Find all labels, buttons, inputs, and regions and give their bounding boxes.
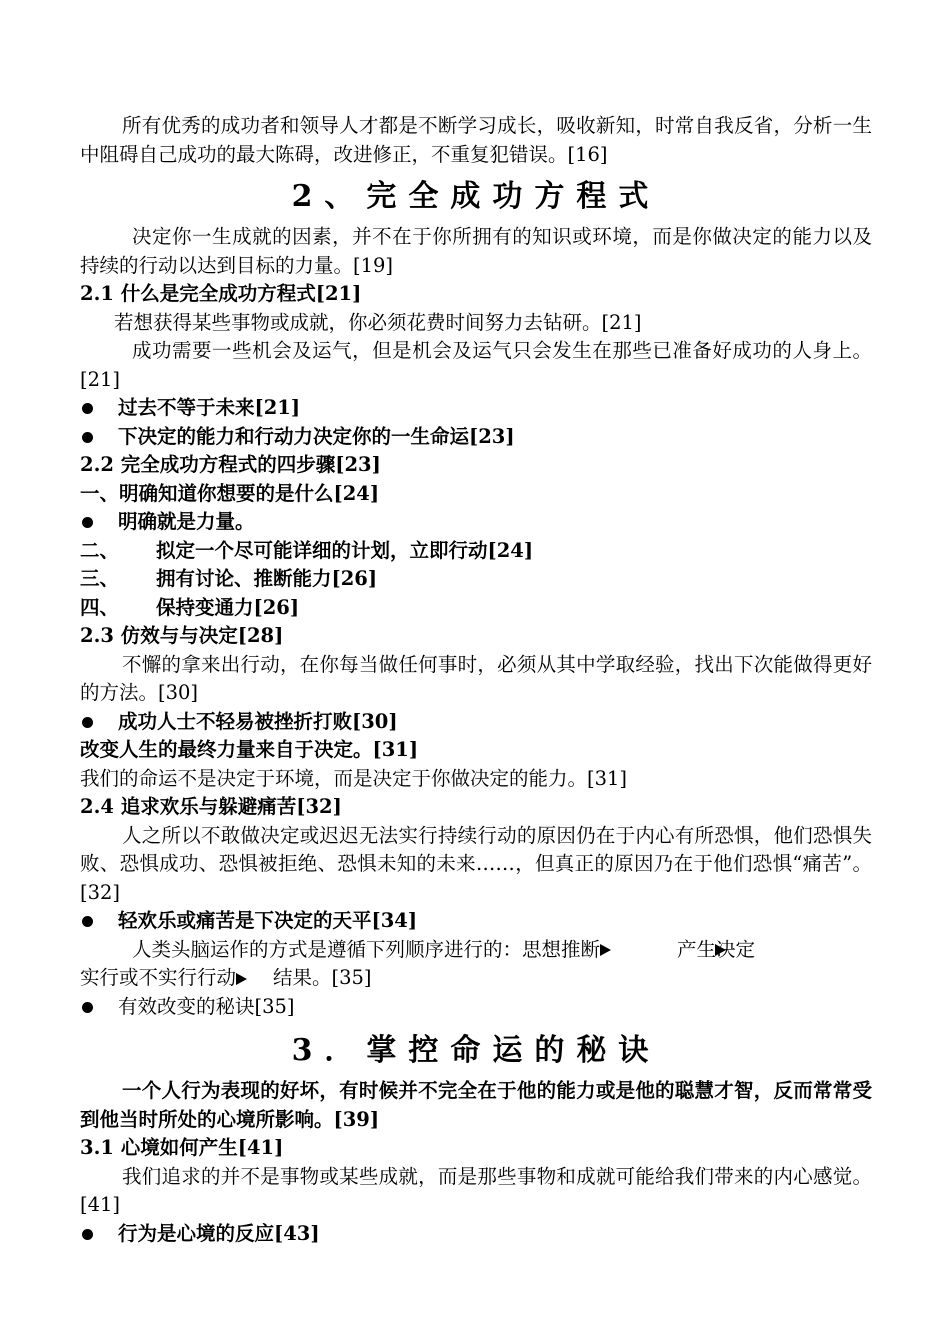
bold-statement: 改变人生的最终力量来自于决定。[31] [80, 738, 419, 761]
arrow-right-icon [715, 944, 726, 956]
bullet-dot-icon [82, 1229, 93, 1240]
intro-paragraph: 所有优秀的成功者和领导人才都是不断学习成长，吸收新知，时常自我反省，分析一生中阻碍自己成功的最大陈碍，改进修正，不重复犯错误。[16] [80, 114, 872, 166]
bullet-item: 明确就是力量。 [80, 508, 872, 537]
step-1: 一、明确知道你想要的是什么[24] [80, 481, 380, 505]
bullet-dot-icon [82, 432, 93, 443]
section-2-heading: 2、完全成功方程式 [291, 179, 661, 214]
bullet-item: 过去不等于未来[21] [80, 394, 872, 423]
arrow-right-icon [236, 973, 247, 985]
bullet-item: 成功人士不轻易被挫折打败[30] [80, 708, 872, 737]
paragraph-2-1-b: 成功需要一些机会及运气，但是机会及运气只会发生在那些已准备好成功的人身上。[21] [80, 339, 872, 391]
subsection-3-1-heading: 3.1 心境如何产生[41] [80, 1136, 284, 1159]
bullet-item: 轻欢乐或痛苦是下决定的天平[34] [80, 907, 872, 936]
paragraph-2-3: 不懈的拿来出行动，在你每当做任何事时，必须从其中学取经验，找出下次能做得更好的方法。[30] [80, 652, 872, 704]
subsection-2-1-heading: 2.1 什么是完全成功方程式[21] [80, 282, 362, 305]
sequence-paragraph: 人类头脑运作的方式是遵循下列顺序进行的：思想推断 产生决定 [132, 937, 756, 961]
bullet-dot-icon [82, 717, 93, 728]
section-3-heading: 3．掌控命运的秘诀 [291, 1033, 661, 1068]
arrow-right-icon [600, 944, 611, 956]
bullet-item: 有效改变的秘诀[35] [80, 993, 872, 1022]
subsection-2-3-heading: 2.3 仿效与与决定[28] [80, 624, 284, 647]
subsection-2-2-heading: 2.2 完全成功方程式的四步骤[23] [80, 453, 381, 476]
bullet-dot-icon [82, 916, 93, 927]
paragraph-3-1: 我们追求的并不是事物或某些成就，而是那些事物和成就可能给我们带来的内心感觉。[41] [80, 1164, 872, 1216]
fate-paragraph: 我们的命运不是决定于环境，而是决定于你做决定的能力。[31] [80, 766, 628, 790]
bullet-dot-icon [82, 1002, 93, 1013]
bullet-dot-icon [82, 517, 93, 528]
step-2: 二、 拟定一个尽可能详细的计划，立即行动[24] [80, 538, 534, 562]
bullet-dot-icon [82, 403, 93, 414]
paragraph-3: 一个人行为表现的好坏，有时候并不完全在于他的能力或是他的聪慧才智，反而常常受到他当时所处的心境所影响。[39] [80, 1079, 872, 1131]
decision-paragraph: 决定你一生成就的因素，并不在于你所拥有的知识或环境，而是你做决定的能力以及持续的行动以达到目标的力量。[19] [80, 225, 872, 277]
bullet-item: 行为是心境的反应[43] [80, 1220, 872, 1249]
step-3: 三、 拥有讨论、推断能力[26] [80, 567, 378, 590]
sequence-paragraph-continued: 实行或不实行行动 结果。[35] [80, 966, 372, 989]
step-4: 四、 保持变通力[26] [80, 595, 300, 619]
bullet-item: 下决定的能力和行动力决定你的一生命运[23] [80, 423, 872, 452]
paragraph-2-1-a: 若想获得某些事物或成就，你必须花费时间努力去钻研。[21] [114, 310, 642, 334]
document-page [80, 112, 872, 1248]
subsection-2-4-heading: 2.4 追求欢乐与躲避痛苦[32] [80, 795, 342, 818]
paragraph-2-4: 人之所以不敢做决定或迟迟无法实行持续行动的原因仍在于内心有所恐惧，他们恐惧失败、恐惧成功、恐惧被拒绝、恐惧未知的未来……，但真正的原因乃在于他们恐惧“痛苦”。[32] [80, 823, 872, 904]
